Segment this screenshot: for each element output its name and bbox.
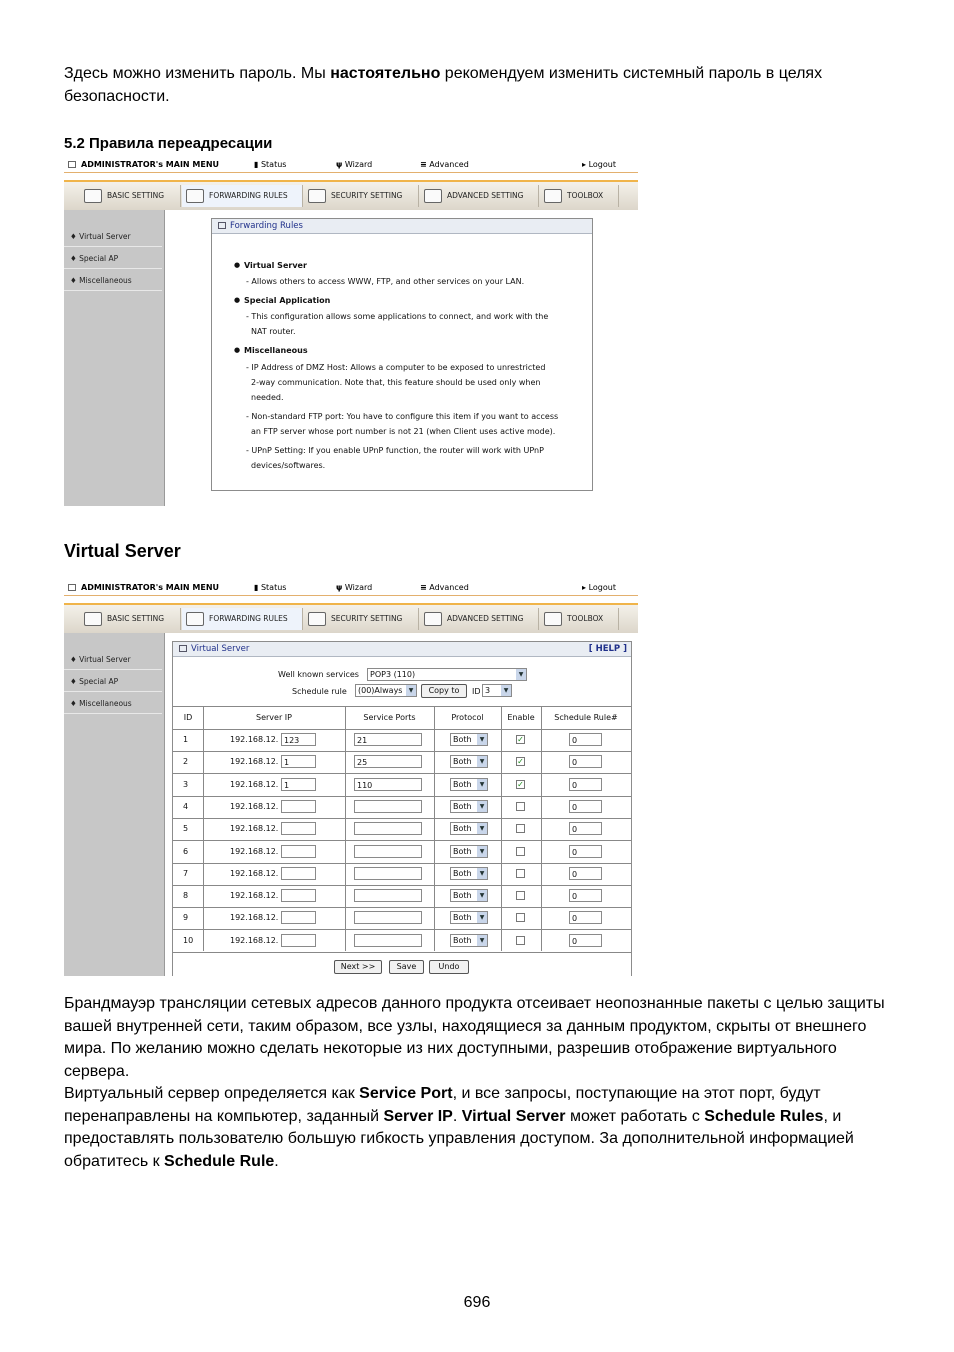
schedule-rule-input[interactable]: 0 (569, 934, 602, 947)
service-ports-input[interactable] (354, 800, 422, 813)
chevron-down-icon: ▼ (477, 890, 487, 901)
chevron-down-icon: ▼ (477, 823, 487, 834)
enable-checkbox[interactable]: ✓ (517, 735, 524, 744)
table-row (173, 818, 631, 841)
advanced-icon: ≡ (420, 583, 427, 592)
admin-topbar (64, 158, 638, 173)
wizard-link[interactable]: ψ Wizard (336, 583, 373, 592)
enable-checkbox[interactable] (516, 913, 525, 922)
toolbox-icon (544, 612, 562, 626)
intro-bold: настоятельно (330, 65, 441, 82)
protocol-select[interactable]: Both ▼ (450, 845, 488, 858)
server-ip-prefix: 192.168.12. (230, 757, 279, 767)
panel-title: Virtual Server [ HELP ] (173, 642, 631, 657)
bold-term: Schedule Rules (704, 1107, 824, 1125)
chevron-down-icon: ▼ (477, 912, 487, 923)
chevron-down-icon: ▼ (477, 734, 487, 745)
sidebar-item-virtual-server[interactable]: ♦ Virtual Server (64, 226, 162, 247)
service-ports-input[interactable] (354, 845, 422, 858)
intro-text-end: рекомендуем изменить системный пароль в целях безопасности. (64, 65, 823, 105)
menu-square-icon (68, 584, 76, 591)
toolbox-icon (544, 189, 562, 203)
server-ip-input[interactable] (281, 800, 316, 813)
advanced-icon: ≡ (420, 160, 427, 169)
service-ports-input[interactable] (354, 822, 422, 835)
schedule-rule-input[interactable]: 0 (569, 845, 602, 858)
table-row (173, 729, 631, 752)
column-header: Server IP (256, 713, 292, 722)
enable-checkbox[interactable] (516, 824, 525, 833)
server-ip-input[interactable]: 1 (281, 778, 316, 791)
server-ip-input[interactable] (281, 822, 316, 835)
id-select[interactable]: 3 ▼ (482, 684, 512, 697)
copy-to-button[interactable]: Copy to (421, 684, 467, 698)
server-ip-input[interactable] (281, 889, 316, 902)
forwarding-rules-icon (186, 189, 204, 203)
advanced-setting-icon (424, 612, 442, 626)
row-id: 1 (183, 735, 189, 744)
table-row (173, 751, 631, 774)
schedule-rule-input[interactable]: 0 (569, 755, 602, 768)
service-ports-input[interactable] (354, 889, 422, 902)
basic-setting-icon (84, 189, 102, 203)
nat-description-paragraph: Брандмауэр трансляции сетевых адресов данного продукта отсеивает неопознанные пакеты с целью защиты вашей внутренней сети, таким образом, все узлы, находящиеся за данным продуктом, скрыты от внешнего мира. По желанию можно сделать некоторые из них доступными, разрешив отображение виртуального сервера. (64, 995, 885, 1080)
enable-checkbox[interactable] (516, 891, 525, 900)
arrow-right-icon: ▸ (582, 583, 587, 592)
virtual-server-description-paragraph (64, 1083, 904, 1173)
bold-term: Schedule Rule (164, 1152, 275, 1170)
enable-checkbox[interactable] (516, 847, 525, 856)
table-row (173, 863, 631, 886)
fr-heading-miscellaneous: ● Miscellaneous (244, 346, 308, 355)
paragraph-text: . (274, 1152, 279, 1170)
main-menu-link[interactable]: ADMINISTRATOR's MAIN MENU (68, 581, 219, 595)
logout-link[interactable]: ▸ Logout (582, 160, 616, 169)
fr-line: - UPnP Setting: If you enable UPnP function, the router will work with UPnP (246, 446, 544, 455)
server-ip-prefix: 192.168.12. (230, 891, 279, 901)
status-icon: ▮ (254, 583, 259, 592)
server-ip-input[interactable]: 1 (281, 755, 316, 768)
row-id: 8 (183, 891, 189, 901)
service-ports-input[interactable] (354, 934, 422, 947)
bold-term: Virtual Server (461, 1107, 566, 1125)
table-row (173, 885, 631, 908)
service-ports-input[interactable]: 110 (354, 778, 422, 791)
enable-checkbox[interactable] (516, 936, 525, 945)
fr-line: needed. (251, 393, 284, 402)
service-ports-input[interactable]: 21 (354, 733, 422, 746)
tab-forwarding-rules[interactable]: FORWARDING RULES (182, 185, 303, 207)
tab-advanced-setting[interactable]: ADVANCED SETTING (420, 185, 539, 207)
advanced-link[interactable]: ≡ Advanced (420, 583, 469, 592)
server-ip-prefix: 192.168.12. (230, 868, 279, 878)
sidebar (64, 633, 165, 976)
tab-advanced-setting[interactable]: ADVANCED SETTING (420, 608, 539, 630)
sidebar-item-special-ap[interactable]: ♦ Special AP (64, 248, 162, 269)
admin-topbar (64, 581, 638, 596)
server-ip-input[interactable] (281, 845, 316, 858)
paragraph-text: может работать с (565, 1107, 705, 1125)
paragraph-text: , и все запросы, поступающие на этот порт, будут перенаправлены на компьютер, заданный (64, 1085, 821, 1125)
table-row (173, 796, 631, 819)
tab-security-setting[interactable]: SECURITY SETTING (304, 608, 419, 630)
chevron-down-icon: ▼ (477, 756, 487, 767)
service-ports-input[interactable] (354, 911, 422, 924)
server-ip-prefix: 192.168.12. (230, 801, 279, 811)
chevron-down-icon: ▼ (477, 779, 487, 790)
protocol-select[interactable]: Both ▼ (450, 778, 488, 791)
server-ip-input[interactable] (281, 867, 316, 880)
status-icon: ▮ (254, 160, 259, 169)
service-ports-input[interactable] (354, 867, 422, 880)
chevron-down-icon: ▼ (477, 935, 487, 946)
chevron-down-icon: ▼ (477, 801, 487, 812)
fr-line: - This configuration allows some applications to connect, and work with the (246, 312, 549, 321)
row-id: 5 (183, 824, 189, 834)
column-header: Service Ports (363, 713, 416, 722)
schedule-rule-input[interactable]: 0 (569, 889, 602, 902)
well-known-select[interactable]: POP3 (110) ▼ (367, 668, 527, 681)
chevron-down-icon: ▼ (477, 846, 487, 857)
protocol-select[interactable]: Both ▼ (450, 934, 488, 947)
server-ip-prefix: 192.168.12. (230, 913, 279, 923)
advanced-setting-icon (424, 189, 442, 203)
schedule-rule-input[interactable]: 0 (569, 867, 602, 880)
table-header-row (173, 707, 631, 730)
tab-security-setting[interactable]: SECURITY SETTING (304, 185, 419, 207)
tab-basic-setting[interactable]: BASIC SETTING (80, 608, 181, 630)
well-known-label: Well known services (278, 670, 359, 679)
enable-checkbox[interactable] (516, 802, 525, 811)
row-id: 4 (183, 801, 189, 811)
forwarding-rules-screenshot (64, 158, 638, 506)
table-row (173, 930, 631, 953)
fr-line: - Allows others to access WWW, FTP, and other services on your LAN. (246, 277, 525, 286)
schedule-label: Schedule rule (292, 687, 347, 696)
sidebar (64, 210, 165, 506)
save-button[interactable]: Save (389, 960, 424, 974)
enable-checkbox[interactable]: ✓ (517, 757, 524, 767)
server-ip-input[interactable]: 123 (281, 733, 316, 746)
protocol-select[interactable]: Both ▼ (450, 755, 488, 768)
protocol-select[interactable]: Both ▼ (450, 800, 488, 813)
tab-toolbox[interactable]: TOOLBOX (540, 185, 619, 207)
fr-line: 2-way communication. Note that, this feature should be used only when (251, 378, 541, 387)
row-id: 7 (183, 868, 189, 878)
enable-checkbox[interactable] (516, 869, 525, 878)
fr-heading-virtual-server: ● Virtual Server (244, 261, 307, 270)
protocol-select[interactable]: Both ▼ (450, 889, 488, 902)
virtual-server-screenshot (64, 581, 638, 976)
fr-line: NAT router. (251, 327, 296, 336)
status-link[interactable]: ▮ Status (254, 583, 287, 592)
schedule-select[interactable]: (00)Always ▼ (355, 684, 417, 697)
intro-paragraph (64, 63, 904, 108)
protocol-select[interactable]: Both ▼ (450, 911, 488, 924)
bold-term: Server IP (383, 1107, 453, 1125)
fr-line: devices/softwares. (251, 461, 326, 470)
next-button[interactable]: Next >> (334, 960, 382, 974)
table-row (173, 774, 631, 797)
panel-square-icon (218, 222, 226, 229)
virtual-server-heading: Virtual Server (64, 541, 181, 561)
tab-toolbox[interactable]: TOOLBOX (540, 608, 619, 630)
schedule-rule-input[interactable]: 0 (569, 911, 602, 924)
chevron-down-icon: ▼ (501, 685, 511, 696)
fr-heading-special-application: ● Special Application (244, 296, 330, 305)
paragraph-text: . (452, 1107, 462, 1125)
logout-link[interactable]: ▸ Logout (582, 583, 616, 592)
panel-square-icon (179, 645, 187, 652)
row-id: 2 (183, 757, 189, 767)
main-tabbar (64, 603, 638, 633)
table-row (173, 841, 631, 864)
column-header: Enable (507, 713, 535, 722)
sidebar-item-virtual-server[interactable]: ♦ Virtual Server (64, 649, 162, 670)
service-ports-input[interactable]: 25 (354, 755, 422, 768)
schedule-rule-input[interactable]: 0 (569, 800, 602, 813)
help-link[interactable]: [ HELP ] (588, 644, 627, 654)
server-ip-prefix: 192.168.12. (230, 735, 279, 744)
fr-line: - IP Address of DMZ Host: Allows a computer to be exposed to unrestricted (246, 363, 546, 372)
id-label: ID (472, 687, 481, 696)
chevron-down-icon: ▼ (406, 685, 416, 696)
sidebar-item-miscellaneous[interactable]: ♦ Miscellaneous (64, 693, 162, 714)
row-id: 3 (183, 779, 189, 789)
forwarding-rules-icon (186, 612, 204, 626)
schedule-rule-input[interactable]: 0 (569, 733, 602, 746)
virtual-server-table (173, 707, 631, 951)
chevron-down-icon: ▼ (516, 669, 526, 680)
row-id: 10 (183, 935, 194, 945)
protocol-select[interactable]: Both ▼ (450, 867, 488, 880)
fr-line: - Non-standard FTP port: You have to configure this item if you want to access (246, 412, 559, 421)
schedule-rule-input[interactable]: 0 (569, 778, 602, 791)
chevron-down-icon: ▼ (477, 868, 487, 879)
fr-line: an FTP server whose port number is not 21 (when Client uses active mode). (251, 427, 556, 436)
menu-square-icon (68, 161, 76, 168)
page-number: 696 (463, 1294, 491, 1311)
server-ip-input[interactable] (281, 911, 316, 924)
arrow-right-icon: ▸ (582, 160, 587, 169)
status-link[interactable]: ▮ Status (254, 160, 287, 169)
server-ip-input[interactable] (281, 934, 316, 947)
tab-basic-setting[interactable]: BASIC SETTING (80, 185, 181, 207)
security-setting-icon (308, 612, 326, 626)
row-id: 9 (183, 913, 189, 923)
wizard-icon: ψ (336, 583, 343, 592)
schedule-rule-input[interactable]: 0 (569, 822, 602, 835)
panel-title: Forwarding Rules (212, 219, 592, 234)
intro-text: Здесь можно изменить пароль. Мы (64, 65, 331, 82)
basic-setting-icon (84, 612, 102, 626)
section-heading: 5.2 Правила переадресации (64, 135, 273, 152)
main-tabbar (64, 180, 638, 210)
bold-term: Service Port (359, 1085, 453, 1102)
sidebar-item-miscellaneous[interactable]: ♦ Miscellaneous (64, 270, 162, 291)
wizard-icon: ψ (336, 160, 343, 169)
server-ip-prefix: 192.168.12. (230, 846, 279, 856)
tab-forwarding-rules[interactable]: FORWARDING RULES (182, 608, 303, 630)
security-setting-icon (308, 189, 326, 203)
row-id: 6 (183, 846, 189, 856)
server-ip-prefix: 192.168.12. (230, 779, 279, 789)
virtual-server-panel (172, 641, 632, 976)
protocol-select[interactable]: Both ▼ (450, 733, 488, 746)
forwarding-rules-panel (211, 218, 593, 491)
column-header: ID (183, 713, 193, 722)
sidebar-item-special-ap[interactable]: ♦ Special AP (64, 671, 162, 692)
paragraph-text: Виртуальный сервер определяется как (64, 1085, 360, 1102)
main-menu-link[interactable]: ADMINISTRATOR's MAIN MENU (68, 158, 219, 172)
enable-checkbox[interactable]: ✓ (517, 779, 524, 789)
server-ip-prefix: 192.168.12. (230, 935, 279, 945)
table-row (173, 907, 631, 930)
column-header: Protocol (451, 713, 484, 722)
protocol-select[interactable]: Both ▼ (450, 822, 488, 835)
server-ip-prefix: 192.168.12. (230, 824, 279, 834)
undo-button[interactable]: Undo (429, 960, 469, 974)
column-header: Schedule Rule# (554, 713, 618, 722)
paragraph-text: , и предоставлять пользователю большую гибкость управления доступом. За дополнительной информацией обратитесь к (64, 1107, 854, 1170)
wizard-link[interactable]: ψ Wizard (336, 160, 373, 169)
advanced-link[interactable]: ≡ Advanced (420, 160, 469, 169)
